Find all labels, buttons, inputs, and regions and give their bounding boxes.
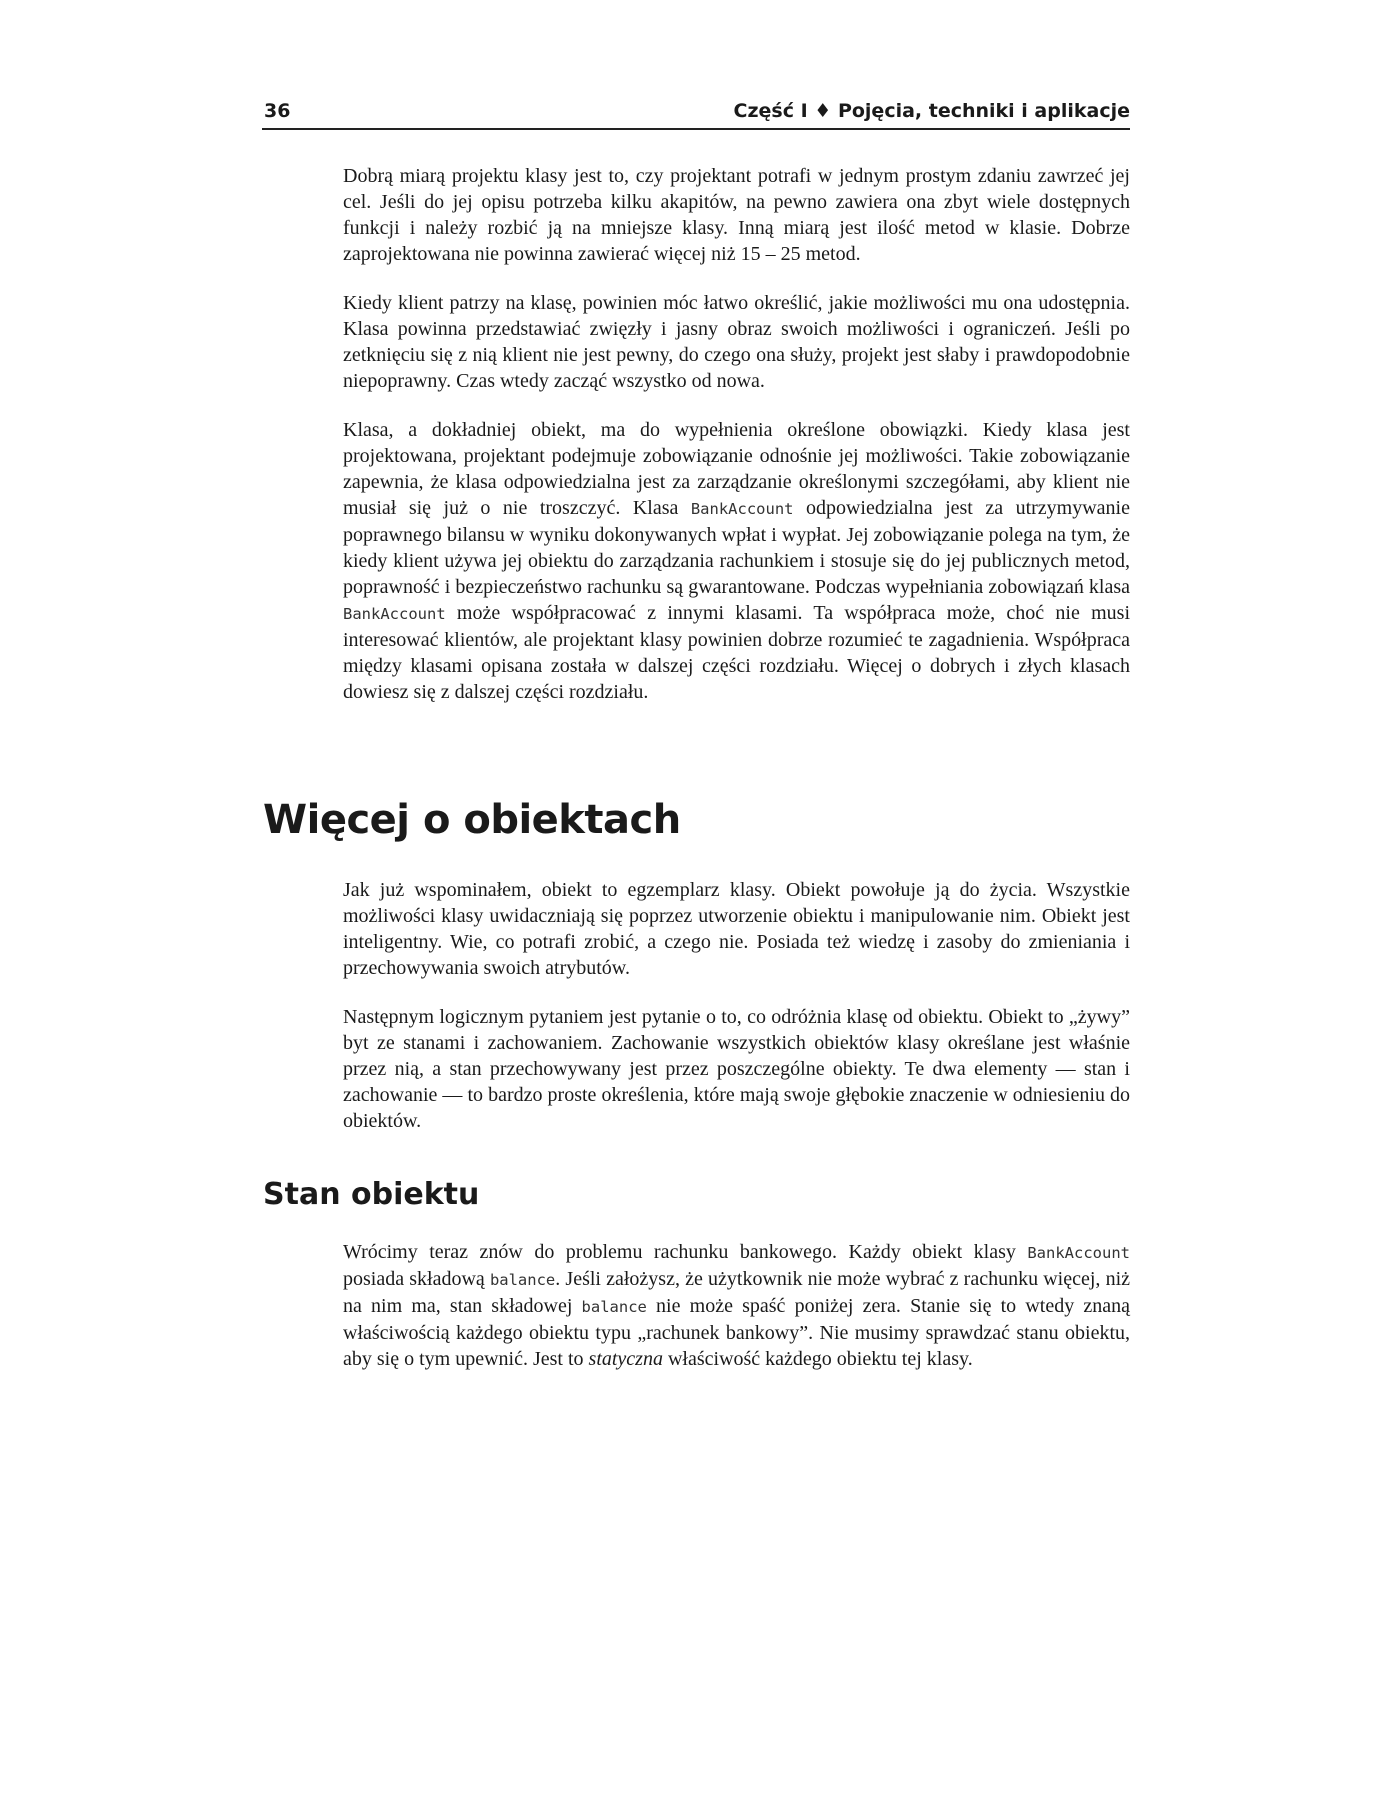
text-run: . Jeśli założysz, że użytkownik nie może wybrać z rachunku więcej, niż na nim ma, stan składowej [343,1268,1130,1317]
text-run: może współpracować z innymi klasami. Ta współpraca może, choć nie musi interesować klientów, ale projektant klasy powinien dobrze rozumieć te zagadnienia. Współpraca między klasami opisana została w dalszej części rozdziału. Więcej o dobrych i złych klasach dowiesz się z dalszej części rozdziału. [343,602,1130,703]
paragraph: Dobrą miarą projektu klasy jest to, czy projektant potrafi w jednym prostym zdaniu zawrzeć jej cel. Jeśli do jej opisu potrzeba kilku akapitów, na pewno zawiera ona zbyt wiele dostępnych funkcji i należy rozbić ją na mniejsze klasy. Inną miarą jest ilość metod w klasie. Dobrze zaprojektowana nie powinna zawierać więcej niż 15 – 25 metod. [343,165,1130,265]
text-run: właściwość każdego obiektu tej klasy. [662,1348,973,1370]
paragraph: Jak już wspominałem, obiekt to egzemplarz klasy. Obiekt powołuje ją do życia. Wszystkie możliwości klasy uwidaczniają się poprzez utworzenie obiektu i manipulowanie nim. Obiekt jest inteligentny. Wie, co potrafi zrobić, a czego nie. Posiada też wiedzę i zasoby do zmieniania i przechowywania swoich atrybutów. [343,879,1130,979]
paragraph [343,1239,1130,1372]
emphasis: statyczna [588,1348,663,1370]
inline-code: BankAccount [343,605,446,623]
inline-code: balance [489,1271,556,1289]
text-run: Wrócimy teraz znów do problemu rachunku bankowego. Każdy obiekt klasy [343,1241,1028,1263]
text-run: posiada składową [343,1268,490,1290]
inline-code: BankAccount [690,500,794,518]
part-title: Część I ♦ Pojęcia, techniki i aplikacje [733,100,1130,122]
inline-code: BankAccount [1027,1244,1130,1262]
text-run: Klasa, a dokładniej obiekt, ma do wypełnienia określone obowiązki. Kiedy klasa jest projektowana, projektant podejmuje zobowiązanie odnośnie jej możliwości. Takie zobowiązanie zapewnia, że klasa odpowiedzialna jest za zarządzanie określonymi szczegółami, aby klient nie musiał się już o nie troszczyć. Klasa [343,419,1130,519]
paragraph: Następnym logicznym pytaniem jest pytanie o to, co odróżnia klasę od obiektu. Obiekt to „żywy” byt ze stanami i zachowaniem. Zachowanie wszystkich obiektów klasy określane jest właśnie przez nią, a stan przechowywany jest przez poszczególne obiekty. Te dwa elementy — stan i zachowanie — to bardzo proste określenia, które mają swoje głębokie znaczenie w odniesieniu do obiektów. [343,1006,1130,1132]
section-heading: Więcej o obiektach [263,797,681,843]
paragraph: Kiedy klient patrzy na klasę, powinien móc łatwo określić, jakie możliwości mu ona udostępnia. Klasa powinna przedstawiać zwięzły i jasny obraz swoich możliwości i ograniczeń. Jeśli po zetknięciu się z nią klient nie jest pewny, do czego ona służy, projekt jest słaby i prawdopodobnie niepoprawny. Czas wtedy zacząć wszystko od nowa. [343,292,1130,392]
page-number: 36 [264,100,291,122]
text-run: nie może spaść poniżej zera. Stanie się to wtedy znaną właściwością każdego obiektu typu „rachunek bankowy”. Nie musimy sprawdzać stanu obiektu, aby się o tym upewnić. Jest to [343,1295,1130,1370]
paragraph [343,417,1130,705]
inline-code: balance [581,1298,647,1316]
subsection-heading: Stan obiektu [263,1177,480,1212]
text-run: odpowiedzialna jest za utrzymywanie poprawnego bilansu w wyniku dokonywanych wpłat i wypłat. Jej zobowiązanie polega na tym, że kiedy klient używa jej obiektu do zarządzania rachunkiem i stosuje się do jej publicznych metod, poprawność i bezpieczeństwo rachunku są gwarantowane. Podczas wypełniania zobowiązań klasa [343,497,1130,598]
running-header [262,98,1130,130]
